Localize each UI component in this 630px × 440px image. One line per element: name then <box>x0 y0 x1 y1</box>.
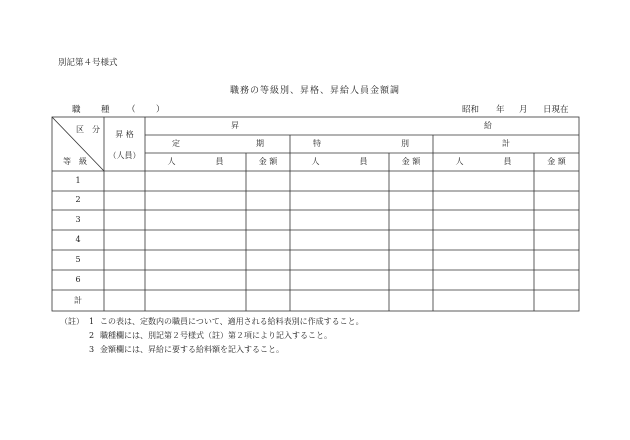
header-tei: 定 <box>172 139 180 148</box>
header-nobori: 昇 <box>231 121 239 130</box>
header-kei: 計 <box>502 139 510 148</box>
date-month: 月 <box>519 105 528 115</box>
row-label-4: 4 <box>75 235 81 244</box>
note-3-num: 3 <box>89 345 95 354</box>
row-label-3: 3 <box>75 215 81 224</box>
form-number: 別記第４号様式 <box>58 58 118 68</box>
header-ki: 期 <box>256 139 264 148</box>
row-label-6: 6 <box>75 275 81 284</box>
note-2-text: 職種欄には、別記第２号様式（註）第２項により記入すること。 <box>100 331 332 340</box>
date-day: 日現在 <box>543 105 569 115</box>
header-toku: 特 <box>313 139 321 148</box>
document-title: 職務の等級別、昇格、昇給人員金額調 <box>229 86 400 96</box>
header-persons-kei: 人 員 <box>455 157 512 166</box>
row-label-total: 計 <box>74 296 82 305</box>
note-1-num: 1 <box>89 317 95 326</box>
header-amount-kei: 金 額 <box>547 157 566 166</box>
header-jinin: （人員） <box>108 151 141 160</box>
date-era: 昭和 <box>462 105 480 115</box>
row-label-5: 5 <box>75 255 81 264</box>
header-persons-teiki: 人 員 <box>167 157 224 166</box>
header-betsu: 別 <box>401 139 409 148</box>
date-year: 年 <box>496 105 505 115</box>
note-2-num: 2 <box>89 331 95 340</box>
header-shokaku: 昇 格 <box>115 130 134 139</box>
header-amount-teiki: 金 額 <box>258 157 278 166</box>
note-3-text: 金額欄には、昇給に要する給料額を記入すること。 <box>100 345 284 354</box>
job-type-label: 職 種 <box>72 105 116 115</box>
note-1-text: この表は、定数内の職員について、適用される給料表別に作成すること。 <box>100 317 364 326</box>
header-tokyu: 等 級 <box>63 157 87 166</box>
header-kubun: 区 分 <box>76 125 100 134</box>
row-label-1: 1 <box>75 176 81 185</box>
job-type-field: （ ） <box>127 105 171 115</box>
notes-prefix: （註） <box>60 317 84 326</box>
header-persons-tokubetsu: 人 員 <box>311 157 368 166</box>
header-amount-tokubetsu: 金 額 <box>401 157 421 166</box>
header-kyu: 給 <box>484 121 492 130</box>
row-label-2: 2 <box>75 195 81 204</box>
